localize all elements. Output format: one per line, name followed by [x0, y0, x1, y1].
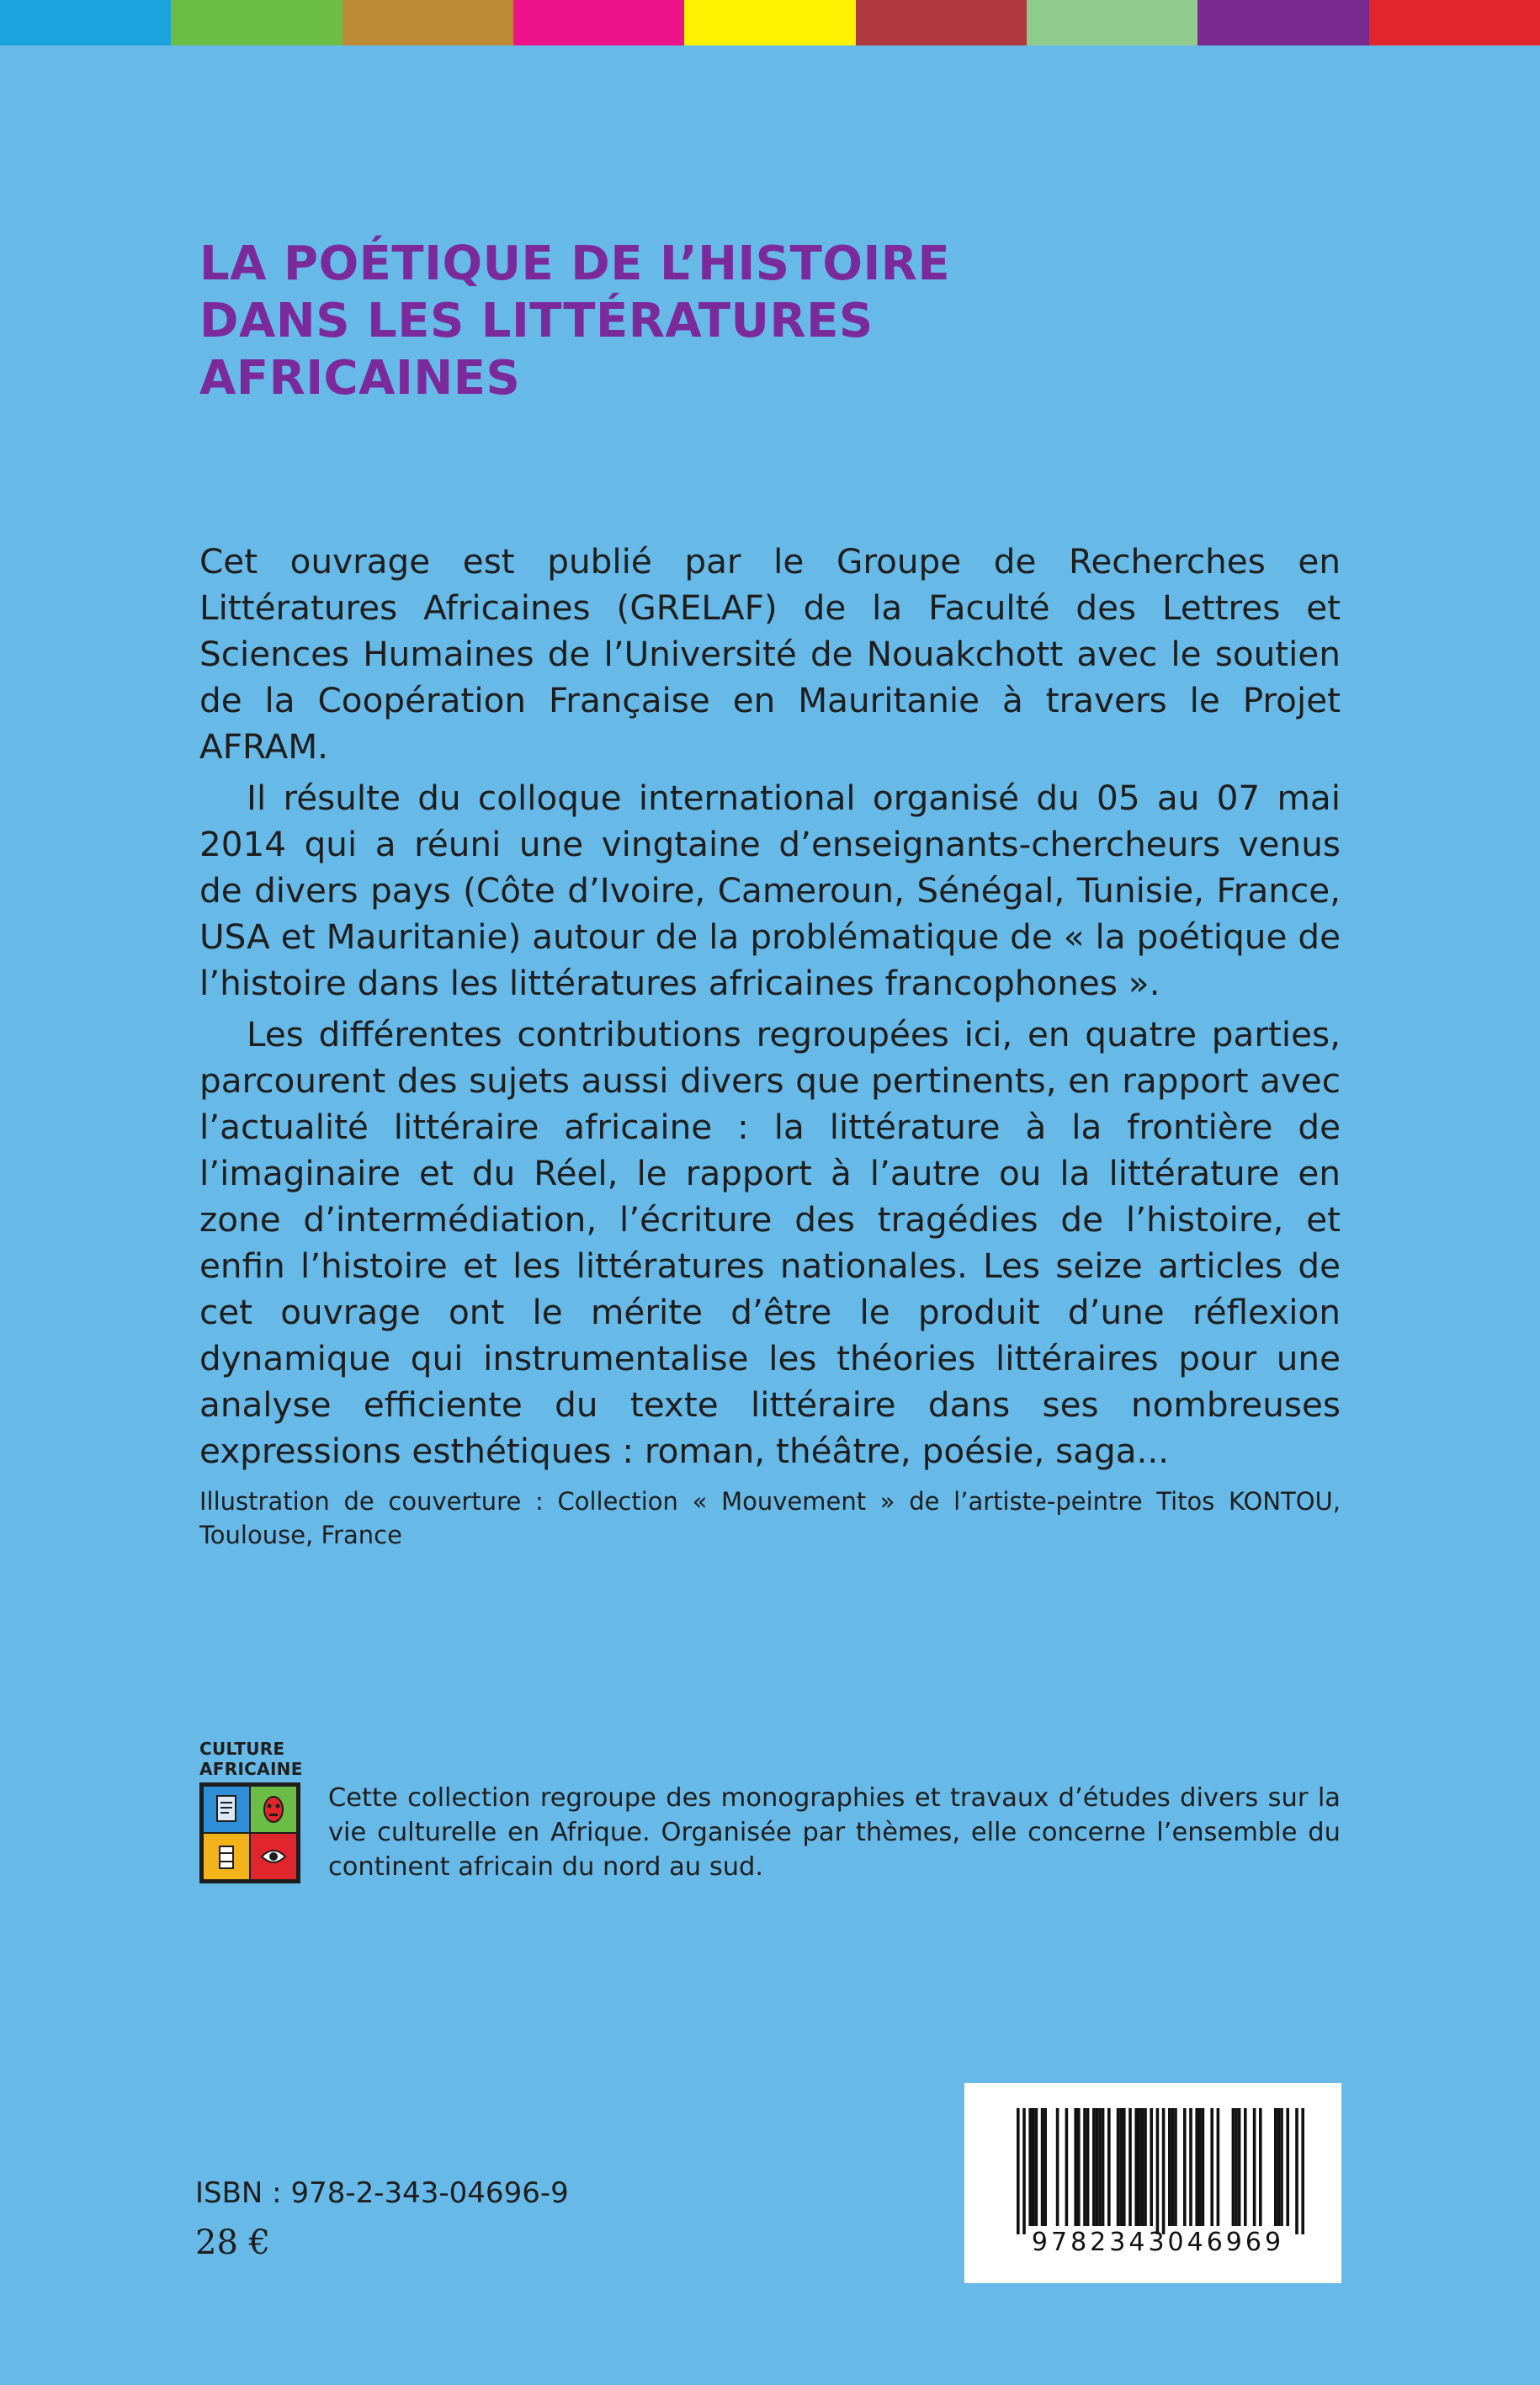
- barcode-bar: [1032, 2108, 1035, 2226]
- barcode-bar: [1171, 2108, 1175, 2226]
- barcode-bar: [1077, 2108, 1081, 2226]
- mask-icon: [250, 1786, 297, 1833]
- barcode-bar: [1174, 2108, 1177, 2226]
- barcode-bar: [1107, 2108, 1111, 2226]
- barcode-bar: [1092, 2108, 1096, 2226]
- color-swatch: [1369, 0, 1540, 45]
- barcode-bar: [1119, 2108, 1123, 2226]
- collection-label-line: CULTURE: [199, 1739, 285, 1759]
- barcode-bar: [1183, 2108, 1187, 2226]
- barcode-bar: [1086, 2108, 1090, 2226]
- title-line: AFRICAINES: [199, 351, 521, 406]
- collection-logo: [199, 1782, 300, 1883]
- barcode-bar: [1295, 2108, 1298, 2234]
- color-swatch: [856, 0, 1027, 45]
- title-line: DANS LES LITTÉRATURES: [199, 294, 874, 348]
- collection-label-line: AFRICAINE: [199, 1759, 303, 1779]
- barcode-bar: [1123, 2108, 1126, 2226]
- barcode-bar: [1117, 2108, 1120, 2226]
- barcode-bar: [1156, 2108, 1160, 2234]
- barcode-bar: [1195, 2108, 1198, 2226]
- color-strip: [0, 0, 1540, 45]
- isbn: ISBN : 978-2-343-04696-9: [195, 2176, 569, 2210]
- barcode-bar: [1074, 2108, 1077, 2226]
- barcode-bar: [1232, 2108, 1235, 2226]
- barcode-bar: [1102, 2108, 1105, 2226]
- barcode-bar: [1028, 2108, 1032, 2226]
- barcode-bar: [1022, 2108, 1026, 2234]
- barcode-bar: [1238, 2108, 1241, 2226]
- barcode-bar: [1043, 2108, 1047, 2226]
- barcode-bar: [1280, 2108, 1283, 2226]
- barcode-bar: [1235, 2108, 1238, 2226]
- barcode-bar: [1035, 2108, 1038, 2226]
- document-icon: [203, 1786, 250, 1833]
- barcode: [964, 2083, 1341, 2283]
- eye-icon: [250, 1833, 297, 1880]
- barcode-bar: [1141, 2108, 1144, 2226]
- barcode-bar: [1274, 2108, 1277, 2226]
- barcode-bar: [1056, 2108, 1059, 2226]
- color-swatch: [343, 0, 513, 45]
- barcode-bar: [1138, 2108, 1141, 2226]
- barcode-digits: 9782343046969: [1031, 2228, 1285, 2257]
- barcode-bar: [1198, 2108, 1202, 2226]
- summary-text: [199, 539, 1341, 1479]
- barcode-bar: [1301, 2108, 1304, 2234]
- drum-icon: [203, 1833, 250, 1880]
- barcode-bar: [1096, 2108, 1099, 2226]
- barcode-bar: [1202, 2108, 1205, 2226]
- barcode-bar: [1217, 2108, 1220, 2226]
- color-swatch: [1197, 0, 1368, 45]
- barcode-bar: [1017, 2108, 1020, 2234]
- barcode-bar: [1286, 2108, 1289, 2226]
- color-swatch: [0, 0, 171, 45]
- color-swatch: [513, 0, 684, 45]
- barcode-bar: [1083, 2108, 1086, 2226]
- barcode-bar: [1168, 2108, 1171, 2226]
- barcode-bar: [1162, 2108, 1166, 2234]
- color-swatch: [171, 0, 342, 45]
- barcode-bar: [1065, 2108, 1069, 2226]
- barcode-bar: [1189, 2108, 1192, 2226]
- barcode-bar: [1041, 2108, 1044, 2226]
- price: 28 €: [195, 2223, 271, 2262]
- barcode-bar: [1277, 2108, 1281, 2226]
- collection-description: Cette collection regroupe des monographies et travaux d’études divers sur la vie culturelle en Afrique. Organisée par thèmes, elle concerne l’ensemble du continent africain du nord au sud.: [328, 1783, 1341, 1882]
- color-swatch: [684, 0, 855, 45]
- summary-paragraph: Les différentes contributions regroupées ici, en quatre parties, parcourent des sujets aussi divers que pertinents, en rapport avec l’actualité littéraire africaine : la littérature à la frontière de l’imaginaire et du Réel, le rapport à l’autre ou la littérature en zone d’intermédiation, l’écriture des tragédies de l’histoire, et enfin l’histoire et les littératures nationales. Les seize articles de cet ouvrage ont le mérite d’être le produit d’une réflexion dynamique qui instrumentalise les théories littéraires pour une analyse efficiente du texte littéraire dans ses nombreuses expressions esthétiques : roman, théâtre, poésie, saga...: [199, 1014, 1341, 1471]
- barcode-bar: [1210, 2108, 1213, 2226]
- title-line: LA POÉTIQUE DE L’HISTOIRE: [199, 236, 951, 291]
- book-title: [199, 236, 1209, 407]
- summary-paragraph: Il résulte du colloque international organisé du 05 au 07 mai 2014 qui a réuni une vingtaine d’enseignants-chercheurs venus de divers pays (Côte d’Ivoire, Cameroun, Sénégal, Tunisie, France, USA et Mauritanie) autour de la problématique de « la poétique de l’histoire dans les littératures africaines francophones ».: [199, 778, 1341, 1003]
- barcode-bar: [1128, 2108, 1132, 2226]
- cover-illustration-credit: Illustration de couverture : Collection « Mouvement » de l’artiste-peintre Titos KONTOU, Toulouse, France: [199, 1487, 1341, 1549]
- barcode-bar: [1259, 2108, 1262, 2226]
- barcode-bar: [1253, 2108, 1256, 2226]
- color-swatch: [1027, 0, 1197, 45]
- collection-label: [199, 1739, 303, 1779]
- barcode-bar: [1098, 2108, 1102, 2226]
- barcode-bar: [1134, 2108, 1138, 2226]
- summary-paragraph: Cet ouvrage est publié par le Groupe de Recherches en Littératures Africaines (GRELAF) de la Faculté des Lettres et Sciences Humaines de l’Université de Nouakchott avec le soutien de la Coopération Française en Mauritanie à travers le Projet AFRAM.: [199, 541, 1341, 767]
- barcode-bar: [1144, 2108, 1147, 2226]
- barcode-bar: [1244, 2108, 1247, 2226]
- barcode-bar: [1150, 2108, 1153, 2226]
